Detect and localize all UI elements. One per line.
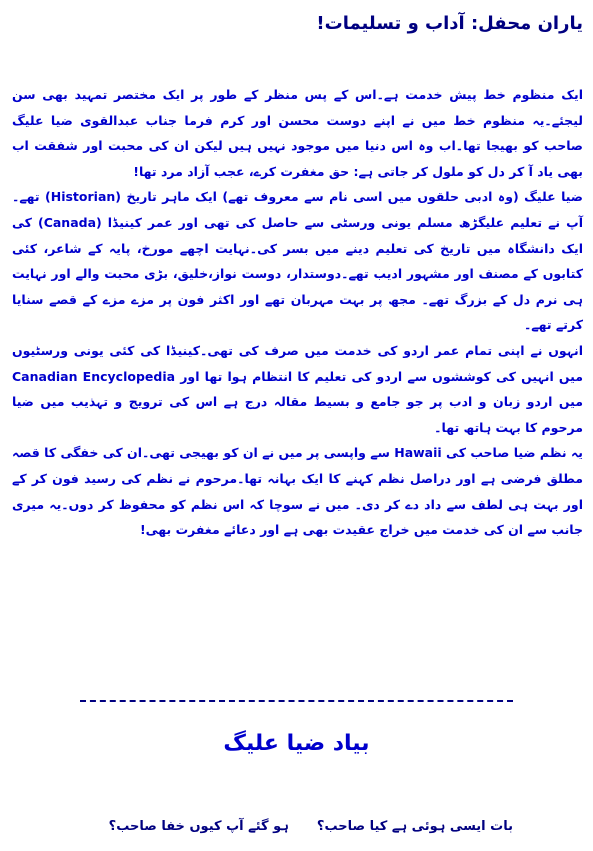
dashed-divider xyxy=(80,700,513,702)
paragraph-poem-background: یہ نظم ضیا صاحب کی Hawaii سے واپسی پر میں نے ان کو بھیجی تھی۔ان کی خفگی کا قصہ مطلق فرضی ہے اور دراصل نظم کہنے کا ایک بہانہ تھا۔مرحوم نے نظم کی رسید فون کر کے اور بہت ہی لطف سے داد دے کر دی۔ میں نے سوچا کہ اس نظم کو محفوظ کر دوں۔یہ میری جانب سے ان کی خدمت میں خراج عقیدت بھی ہے اور دعائے مغفرت بھی! xyxy=(12,445,583,538)
paragraph-biography: ضیا علیگ (وہ ادبی حلقوں میں اسی نام سے معروف تھے) ایک ماہر تاریخ (Historian) تھے۔آپ نے تعلیم علیگڑھ مسلم یونی ورسٹی سے حاصل کی تھی اور عمر کینیڈا (Canada) کی ایک دانشگاہ میں تاریخ کی تعلیم دینے میں بسر کی۔نہایت اچھے مورخ، پایہ کے شاعر، کئی کتابوں کے مصنف اور مشہور ادیب تھے۔دوستدار، دوست نواز،خلیق، بڑی محبت والے اور نہایت ہی نرم دل کے بزرگ تھے۔ مجھ پر بہت مہربان تھے اور اکثر فون پر مزے مزے کے قصے سنایا کرتے تھے۔ xyxy=(12,189,583,333)
poem-title: بیاد ضیا علیگ xyxy=(223,731,370,756)
greeting-heading: یاران محفل: آداب و تسلیمات! xyxy=(316,13,583,34)
poem-verse xyxy=(80,816,513,838)
intro-text xyxy=(12,82,583,543)
paragraph-intro: ایک منظوم خط پیش خدمت ہے۔اس کے پس منظر کے طور پر ایک مختصر تمہید بھی سن لیجئے۔یہ منظوم خط میں نے اپنے دوست محسن اور کرم فرما جناب عبدالقوی ضیا علیگ صاحب کو بھیجا تھا۔اب وہ اس دنیا میں موجود نہیں ہیں لیکن ان کی محبت اور شفقت اب بھی یاد آ کر دل کو ملول کر جاتی ہے: حق مغفرت کرے، عجب آزاد مرد تھا! xyxy=(12,87,583,179)
paragraph-urdu-service: انہوں نے اپنی تمام عمر اردو کی خدمت میں صرف کی تھی۔کینیڈا کی کئی یونی ورسٹیوں میں انہیں کی کوششوں سے اردو کی تعلیم کا انتظام ہوا تھا اور Canadian Encyclopedia میں اردو زبان و ادب پر جو جامع و بسیط مقالہ درج ہے اس کی ترویج و تہذیب میں ضیا مرحوم کا بہت ہاتھ تھا۔ xyxy=(12,342,583,435)
poem-hemistich-second: ہو گئے آپ کیوں خفا صاحب؟ xyxy=(108,819,289,834)
poem-hemistich-first: بات ایسی ہوئی ہے کیا صاحب؟ xyxy=(316,819,513,834)
